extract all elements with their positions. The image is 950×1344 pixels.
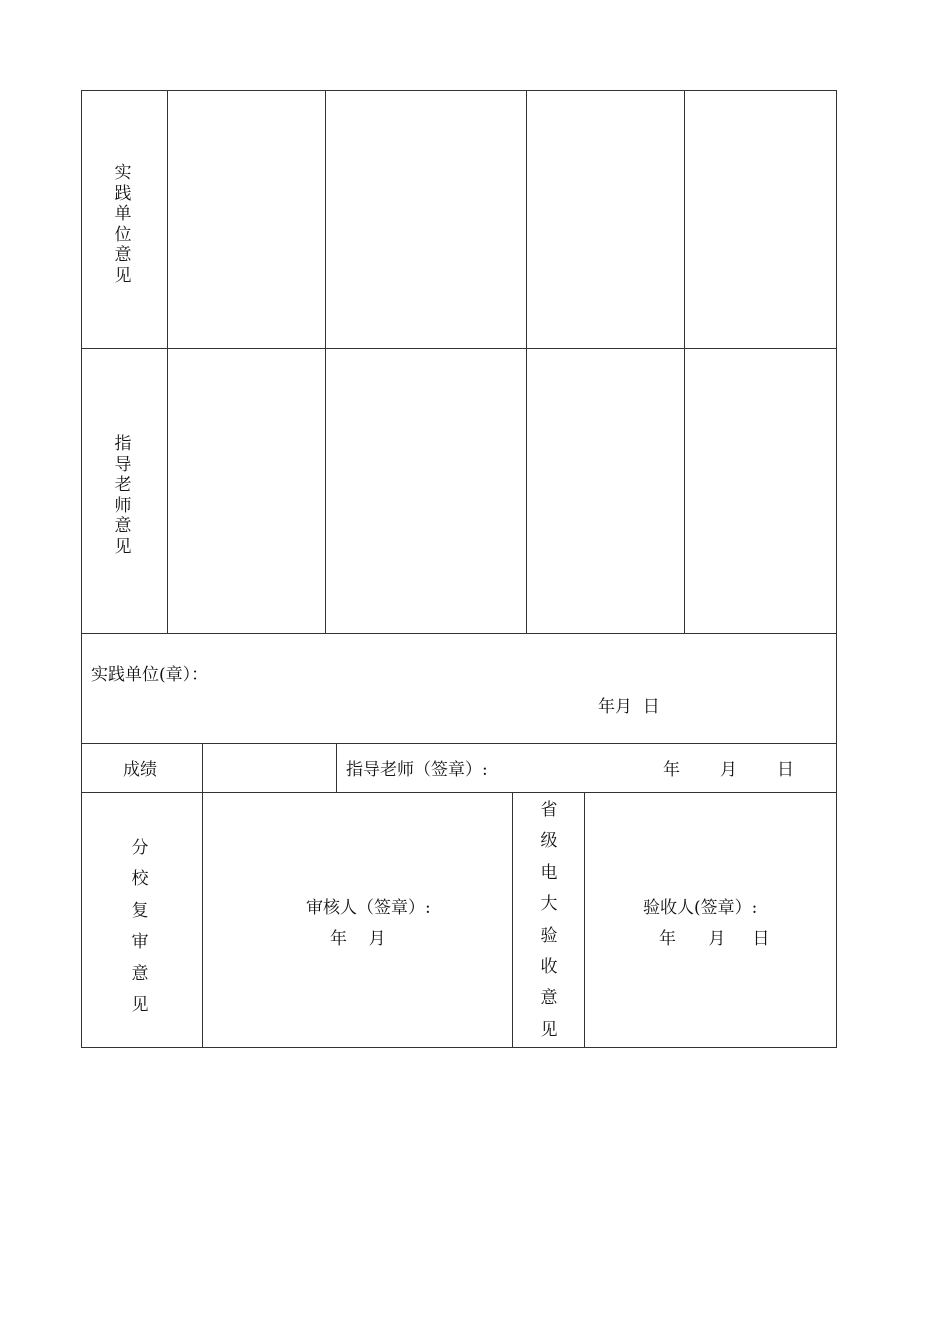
unit-stamp-label: 实践单位(章）： <box>91 665 209 685</box>
grade-date-year: 年 <box>663 760 680 780</box>
practice-unit-opinion-cell-3[interactable] <box>527 91 684 348</box>
provincial-char: 大 <box>540 894 558 915</box>
provincial-char: 收 <box>540 956 558 977</box>
table-border-bottom <box>81 1047 837 1048</box>
advisor-opinion-label: 指导老师意见 <box>114 434 132 557</box>
advisor-opinion-cell-3[interactable] <box>527 349 684 633</box>
row-divider-3 <box>81 743 837 744</box>
provincial-char: 电 <box>540 862 558 883</box>
branch-review-label <box>120 840 160 1028</box>
branch-review-char: 审 <box>131 932 149 953</box>
advisor-sign-label: 指导老师（签章）: <box>346 760 488 780</box>
grade-date-day: 日 <box>777 760 794 780</box>
review-col-divider-1 <box>202 792 203 1048</box>
advisor-opinion-cell-4[interactable] <box>685 349 836 633</box>
grade-label: 成绩 <box>123 760 157 780</box>
provincial-char: 验 <box>540 925 558 946</box>
branch-review-char: 分 <box>131 838 149 858</box>
advisor-opinion-cell-1[interactable] <box>168 349 325 633</box>
practice-unit-opinion-cell-1[interactable] <box>168 91 325 348</box>
provincial-char: 省 <box>540 800 558 820</box>
branch-review-char: 复 <box>131 900 149 921</box>
branch-review-char: 见 <box>131 994 149 1015</box>
review-col-divider-2 <box>512 792 513 1048</box>
branch-review-char: 意 <box>131 963 149 984</box>
acceptor-sign-label: 验收人(签章）: <box>643 898 758 918</box>
provincial-char: 级 <box>540 831 558 852</box>
row-divider-4 <box>81 792 837 793</box>
table-border-left <box>81 90 82 1048</box>
branch-review-char: 校 <box>131 869 149 890</box>
provincial-char: 见 <box>540 1019 558 1040</box>
practice-unit-opinion-label: 实践单位意见 <box>114 163 132 286</box>
grade-date-month: 月 <box>720 760 737 780</box>
reviewer-date: 年 月 <box>330 929 386 949</box>
practice-unit-opinion-cell-4[interactable] <box>685 91 836 348</box>
review-col-divider-3 <box>584 792 585 1048</box>
provincial-char: 意 <box>540 988 558 1009</box>
reviewer-sign-label: 审核人（签章）: <box>306 898 431 918</box>
advisor-opinion-cell-2[interactable] <box>326 349 526 633</box>
practice-unit-opinion-cell-2[interactable] <box>326 91 526 348</box>
table-border-right <box>836 90 837 1048</box>
unit-stamp-date: 年月 日 <box>598 697 660 717</box>
provincial-acceptance-label <box>538 802 560 1053</box>
acceptor-date: 年 月 日 <box>659 929 770 949</box>
grade-col-divider-2 <box>336 743 337 793</box>
grade-input[interactable] <box>203 744 336 792</box>
row-divider-2 <box>81 633 837 634</box>
